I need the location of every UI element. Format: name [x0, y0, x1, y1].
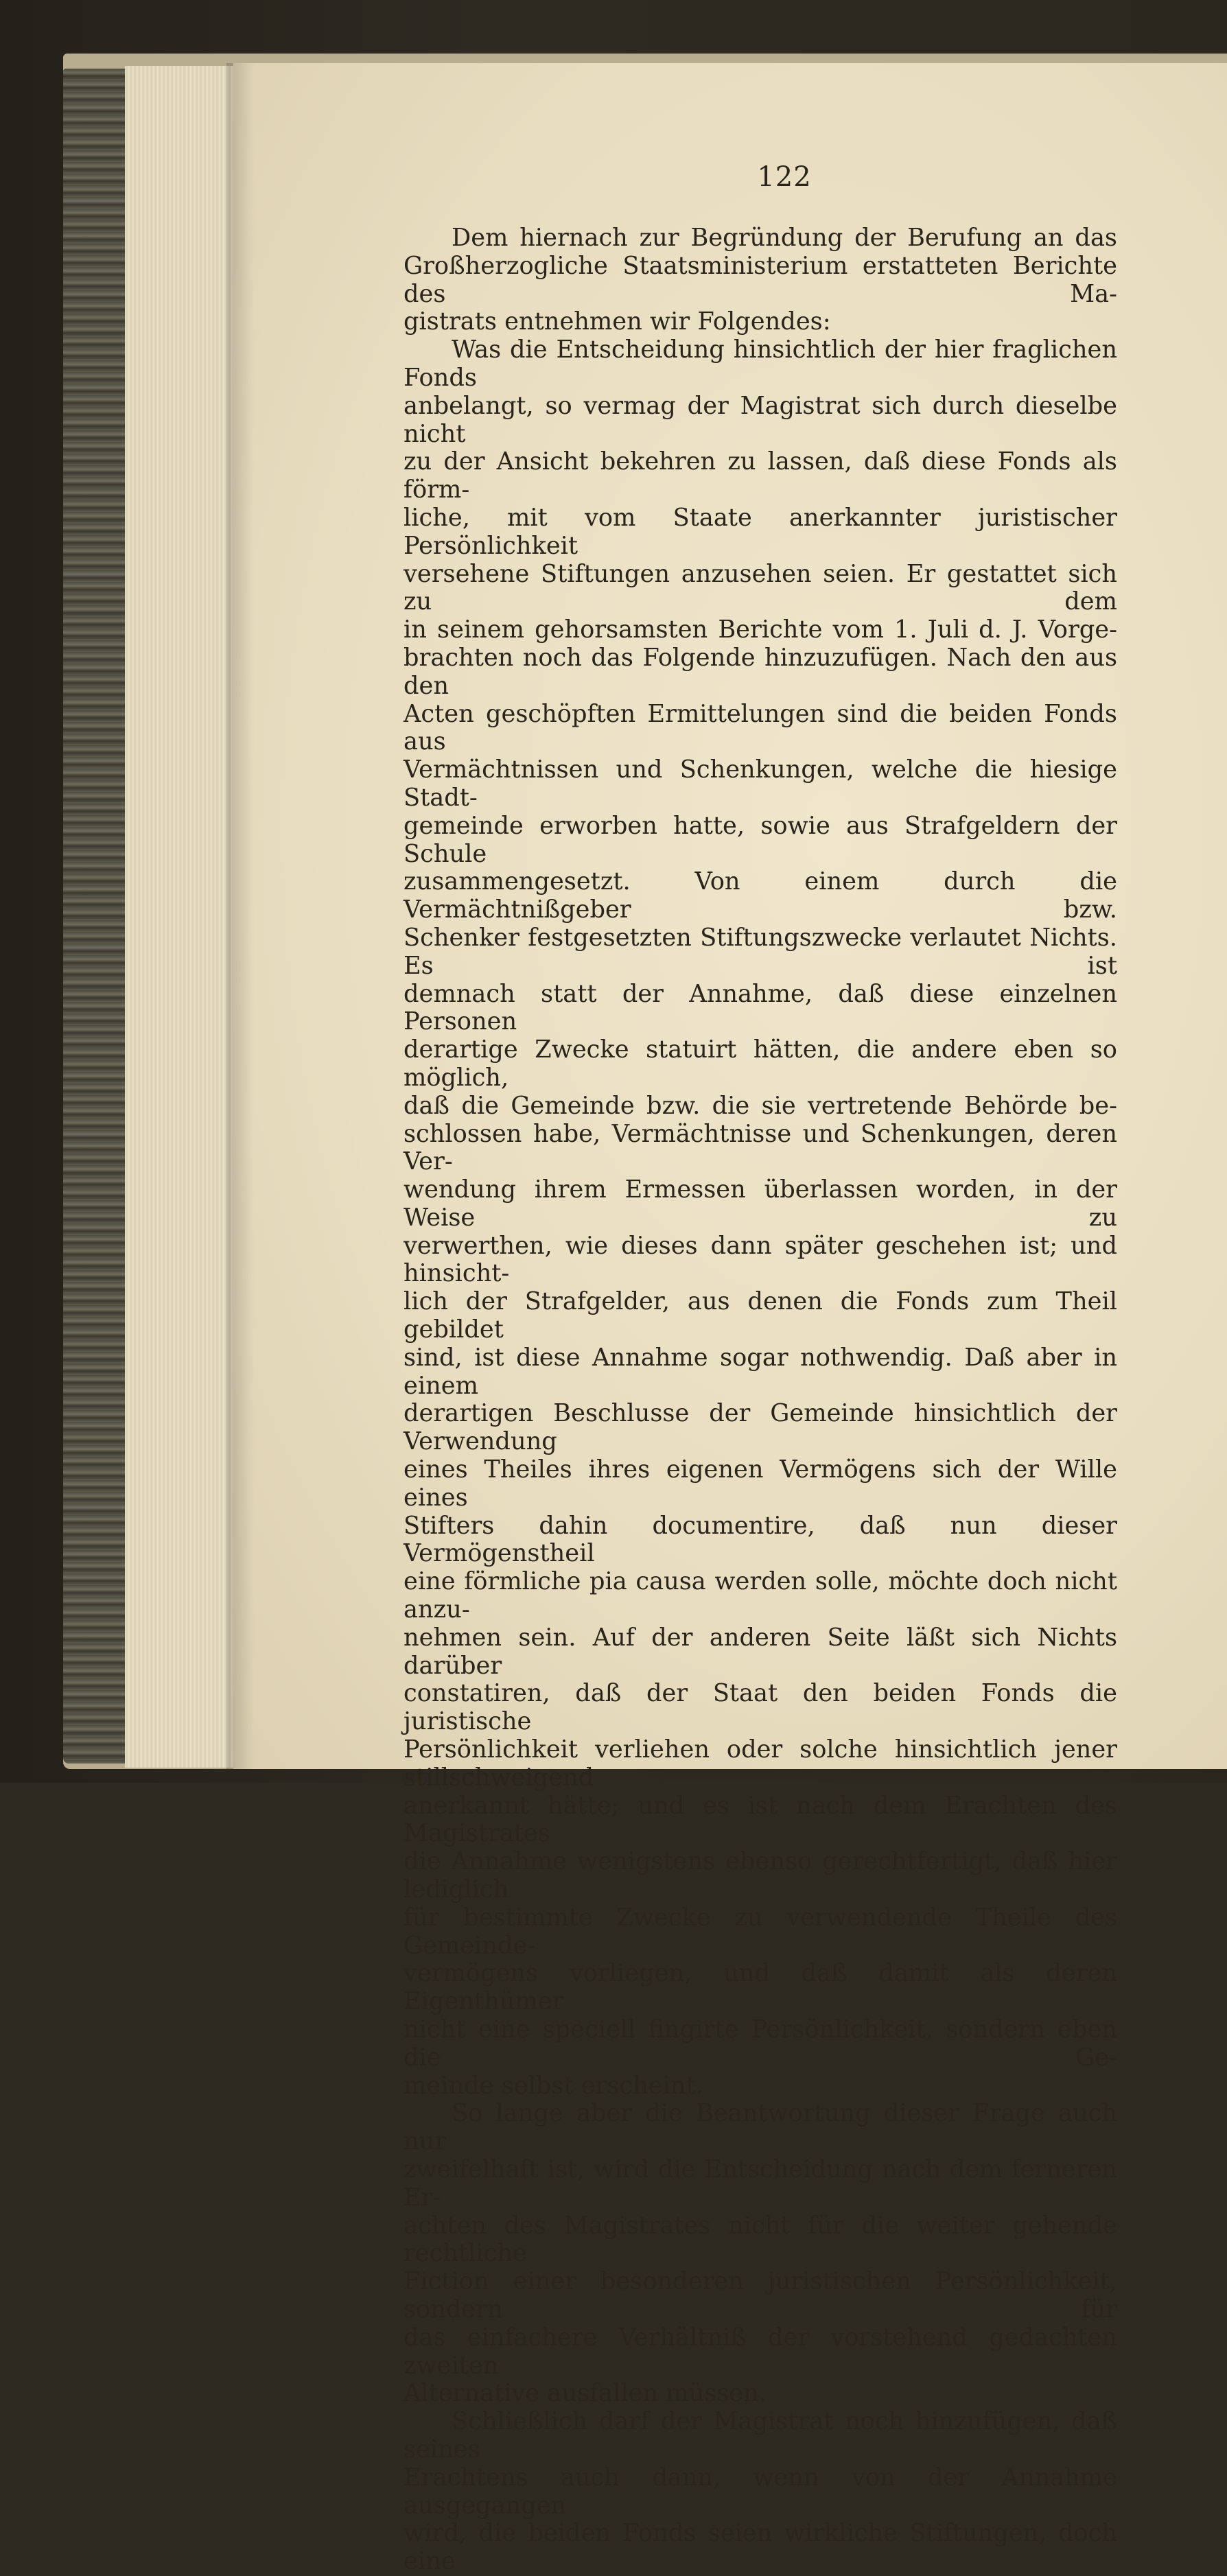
- text-line: meinde selbst erscheint.: [404, 2071, 703, 2100]
- text-body: [404, 224, 1117, 2576]
- text-line: Schließlich darf der Magistrat noch hinzufügen, daß seines: [404, 2407, 1117, 2463]
- text-line: nicht eine speciell fingirte Persönlichkeit, sondern eben die Ge-: [404, 2015, 1117, 2072]
- text-line: in seinem gehorsamsten Berichte vom 1. Juli d. J. Vorge-: [404, 616, 1117, 644]
- text-line: Alternative ausfallen müssen.: [404, 2379, 767, 2408]
- text-line: wendung ihrem Ermessen überlassen worden, in der Weise zu: [404, 1175, 1117, 1232]
- page-number: 122: [757, 161, 812, 193]
- text-line: Vermächtnissen und Schenkungen, welche die hiesige Stadt-: [404, 756, 1117, 812]
- text-line: gemeinde erworben hatte, sowie aus Strafgeldern der Schule: [404, 811, 1117, 868]
- text-line: liche, mit vom Staate anerkannter juristischer Persönlichkeit: [404, 503, 1117, 560]
- text-line: brachten noch das Folgende hinzuzufügen. Nach den aus den: [404, 643, 1117, 700]
- text-line: versehene Stiftungen anzusehen seien. Er gestattet sich zu dem: [404, 559, 1117, 616]
- text-line: die Annahme wenigstens ebenso gerechtfertigt, daß hier lediglich: [404, 1847, 1117, 1904]
- page-edges: [125, 66, 233, 1768]
- text-line: Großherzogliche Staatsministerium erstatteten Berichte des Ma-: [404, 251, 1117, 308]
- text-line: Was die Entscheidung hinsichtlich der hier fraglichen Fonds: [404, 336, 1117, 392]
- text-line: für bestimmte Zwecke zu verwendende Theile des Gemeinde-: [404, 1903, 1117, 1960]
- text-line: vermögens vorliegen, und daß damit als deren Eigenthümer: [404, 1959, 1117, 2016]
- text-line: zweifelhaft ist, wird die Entscheidung nach dem ferneren Er-: [404, 2155, 1117, 2212]
- text-line: verwerthen, wie dieses dann später geschehen ist; und hinsicht-: [404, 1231, 1117, 1288]
- text-line: Acten geschöpften Ermittelungen sind die beiden Fonds aus: [404, 699, 1117, 756]
- text-line: anbelangt, so vermag der Magistrat sich durch dieselbe nicht: [404, 391, 1117, 448]
- text-line: Persönlichkeit verliehen oder solche hinsichtlich jener stillschweigend: [404, 1735, 1117, 1792]
- text-line: schlossen habe, Vermächtnisse und Schenkungen, deren Ver-: [404, 1119, 1117, 1176]
- text-line: eines Theiles ihres eigenen Vermögens sich der Wille eines: [404, 1455, 1117, 1512]
- text-line: constatiren, daß der Staat den beiden Fonds die juristische: [404, 1679, 1117, 1736]
- text-line: Dem hiernach zur Begründung der Berufung an das: [452, 224, 1117, 252]
- text-line: derartige Zwecke statuirt hätten, die andere eben so möglich,: [404, 1035, 1117, 1092]
- text-line: demnach statt der Annahme, daß diese einzelnen Personen: [404, 979, 1117, 1036]
- text-line: daß die Gemeinde bzw. die sie vertretende Behörde be-: [404, 1091, 1117, 1120]
- text-line: das einfachere Verhältniß der vorstehend gedachten zweiten: [404, 2323, 1117, 2380]
- page-content: [404, 161, 1117, 2576]
- text-line: zusammengesetzt. Von einem durch die Vermächtnißgeber bzw.: [404, 867, 1117, 924]
- text-line: zu der Ansicht bekehren zu lassen, daß diese Fonds als förm-: [404, 447, 1117, 504]
- text-line: So lange aber die Beantwortung dieser Frage auch nur: [404, 2099, 1117, 2156]
- text-line: anerkannt hätte; und es ist nach dem Erachten des Magistrates: [404, 1791, 1117, 1848]
- text-line: gistrats entnehmen wir Folgendes:: [404, 307, 831, 336]
- text-line: Schenker festgesetzten Stiftungszwecke verlautet Nichts. Es ist: [404, 923, 1117, 980]
- text-line: derartigen Beschlusse der Gemeinde hinsichtlich der Verwendung: [404, 1399, 1117, 1456]
- text-line: Stifters dahin documentire, daß nun dieser Vermögenstheil: [404, 1511, 1117, 1568]
- text-line: Erachtens auch dann, wenn von der Annahme ausgegangen: [404, 2463, 1117, 2520]
- book-spine: [63, 69, 125, 1764]
- text-line: eine förmliche pia causa werden solle, möchte doch nicht anzu-: [404, 1567, 1117, 1624]
- text-line: nehmen sein. Auf der anderen Seite läßt sich Nichts darüber: [404, 1623, 1117, 1680]
- gutter-shadow: [226, 63, 254, 1769]
- text-line: sind, ist diese Annahme sogar nothwendig. Daß aber in einem: [404, 1343, 1117, 1400]
- text-line: Fiction einer besonderen juristischen Persönlichkeit, sondern für: [404, 2267, 1117, 2323]
- text-line: wird, die beiden Fonds seien wirkliche Stiftungen, doch eine: [404, 2519, 1117, 2576]
- text-line: lich der Strafgelder, aus denen die Fonds zum Theil gebildet: [404, 1287, 1117, 1344]
- text-line: achten des Magistrates nicht für die weiter gehende rechtliche: [404, 2211, 1117, 2268]
